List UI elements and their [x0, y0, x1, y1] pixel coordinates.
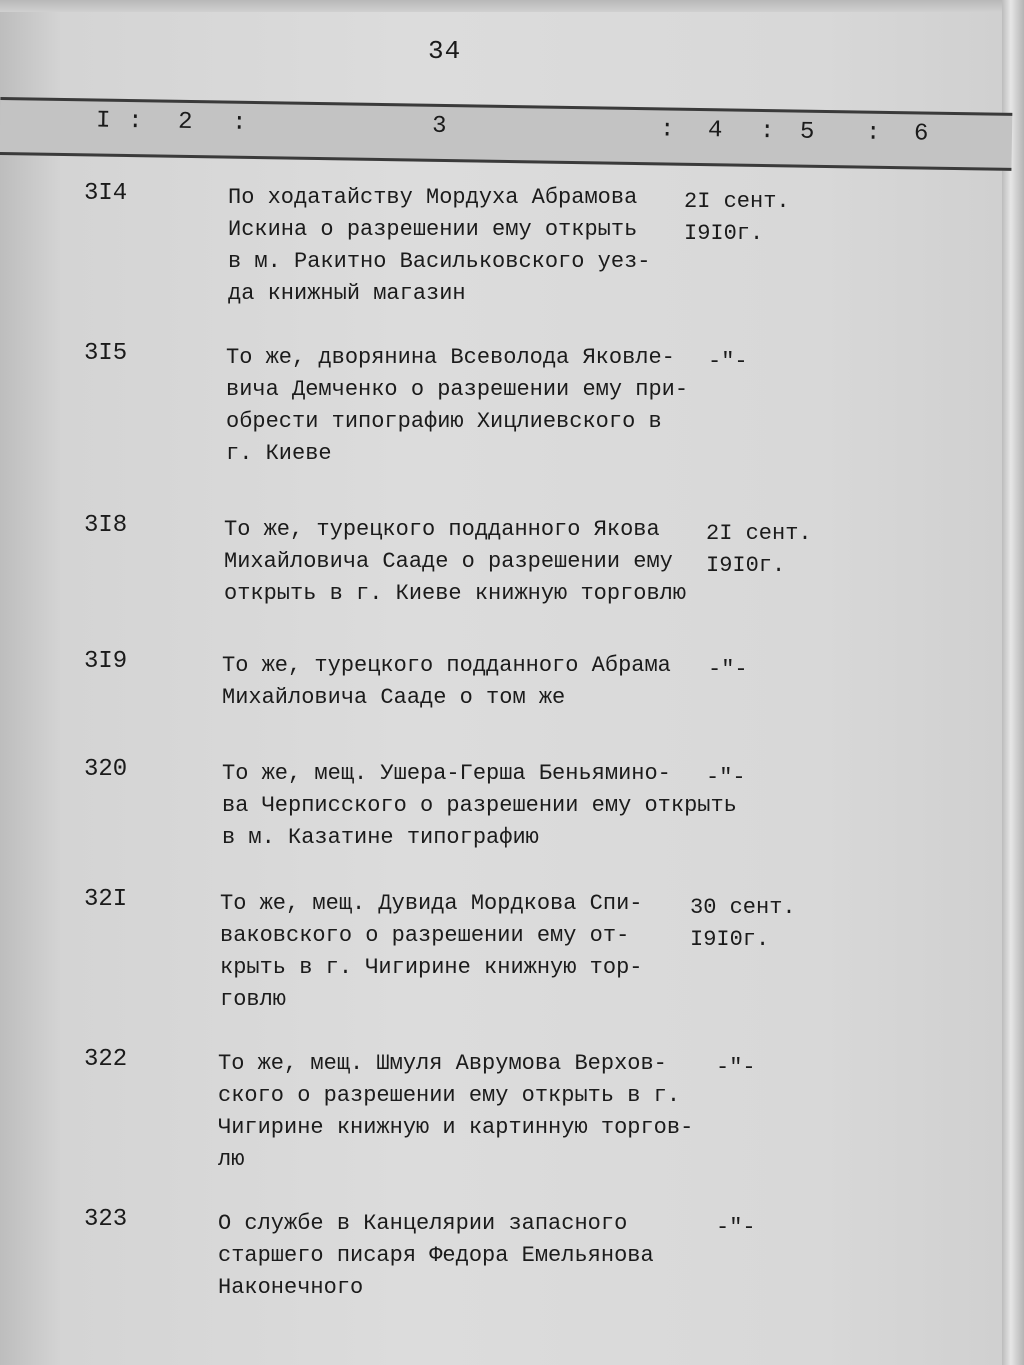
- record-date-line: -"-: [708, 349, 748, 374]
- record-line: говлю: [220, 987, 287, 1012]
- record-line: О службе в Канцелярии запасного: [218, 1211, 628, 1236]
- header-col-6: 6: [913, 120, 929, 148]
- record-line: Наконечного: [218, 1275, 364, 1300]
- record-date-line: I9I0г.: [684, 221, 764, 246]
- header-col-2: 2: [177, 108, 193, 137]
- record-line: в м. Казатине типографию: [222, 825, 539, 850]
- record-description: [222, 650, 692, 714]
- record-date-line: 2I сент.: [706, 521, 812, 546]
- record-line: По ходатайству Мордуха Абрамова: [228, 185, 638, 210]
- record-line: Чигирине книжную и картинную торгов-: [218, 1115, 694, 1140]
- record-date: [708, 346, 748, 378]
- record-line: крыть в г. Чигирине книжную тор-: [220, 955, 643, 980]
- record-description: [224, 514, 694, 610]
- record-line: обрести типографию Хицлиевского в: [226, 409, 662, 434]
- record-line: вича Демченко о разрешении ему при-: [226, 377, 689, 402]
- header-separator: :: [759, 117, 775, 146]
- record-line: То же, турецкого подданного Якова: [224, 517, 660, 542]
- record-date-line: 30 сент.: [690, 895, 796, 920]
- record-description: [218, 1048, 694, 1176]
- record-line: То же, турецкого подданного Абрама: [222, 653, 671, 678]
- header-col-5: 5: [799, 118, 815, 146]
- record-date-line: -"-: [706, 765, 746, 790]
- record-line: То же, мещ. Шмуля Аврумова Верхов-: [218, 1051, 667, 1076]
- header-separator: :: [127, 108, 143, 136]
- record-date-line: I9I0г.: [706, 553, 786, 578]
- record-date: [706, 762, 746, 794]
- record-description: [222, 758, 737, 854]
- record-date: [684, 186, 790, 250]
- record-number: 320: [84, 756, 128, 783]
- record-date: [716, 1212, 756, 1244]
- record-line: да книжный магазин: [228, 281, 466, 306]
- header-separator: :: [865, 119, 881, 147]
- record-line: То же, дворянина Всеволода Яковле-: [226, 345, 675, 370]
- record-date-line: -"-: [716, 1055, 756, 1080]
- record-number: 3I4: [84, 180, 128, 207]
- record-description: [218, 1208, 688, 1304]
- record-line: Михайловича Сааде о разрешении ему: [224, 549, 673, 574]
- record-line: старшего писаря Федора Емельянова: [218, 1243, 654, 1268]
- header-col-1: I: [95, 107, 111, 135]
- record-date-line: -"-: [708, 657, 748, 682]
- header-col-4: 4: [707, 117, 723, 145]
- record-number: 3I8: [84, 512, 128, 539]
- record-line: Искина о разрешении ему открыть: [228, 217, 638, 242]
- record-number: 3I9: [84, 648, 128, 675]
- record-date: [690, 892, 796, 956]
- record-line: ского о разрешении ему открыть в г.: [218, 1083, 681, 1108]
- record-line: То же, мещ. Дувида Мордкова Спи-: [220, 891, 643, 916]
- record-date-line: 2I сент.: [684, 189, 790, 214]
- record-number: 322: [84, 1046, 128, 1073]
- record-description: [220, 888, 690, 1016]
- page-number: 34: [428, 36, 462, 66]
- record-line: открыть в г. Киеве книжную торговлю: [224, 581, 687, 606]
- record-description: [228, 182, 698, 310]
- record-number: 323: [84, 1206, 128, 1233]
- record-number: 3I5: [84, 340, 128, 367]
- record-line: ва Черписского о разрешении ему открыть: [222, 793, 737, 818]
- record-description: [226, 342, 696, 470]
- record-line: лю: [218, 1147, 245, 1172]
- record-number: 32I: [84, 886, 128, 913]
- record-line: То же, мещ. Ушера-Герша Беньямино-: [222, 761, 671, 786]
- header-separator: :: [659, 116, 675, 144]
- record-date: [706, 518, 812, 582]
- header-col-3: 3: [431, 112, 447, 141]
- record-line: ваковского о разрешении ему от-: [220, 923, 630, 948]
- record-date: [708, 654, 748, 686]
- record-date-line: I9I0г.: [690, 927, 770, 952]
- record-line: Михайловича Сааде о том же: [222, 685, 566, 710]
- record-date: [716, 1052, 756, 1084]
- record-line: г. Киеве: [226, 441, 332, 466]
- record-date-line: -"-: [716, 1215, 756, 1240]
- record-line: в м. Ракитно Васильковского уез-: [228, 249, 651, 274]
- header-separator: :: [231, 109, 247, 137]
